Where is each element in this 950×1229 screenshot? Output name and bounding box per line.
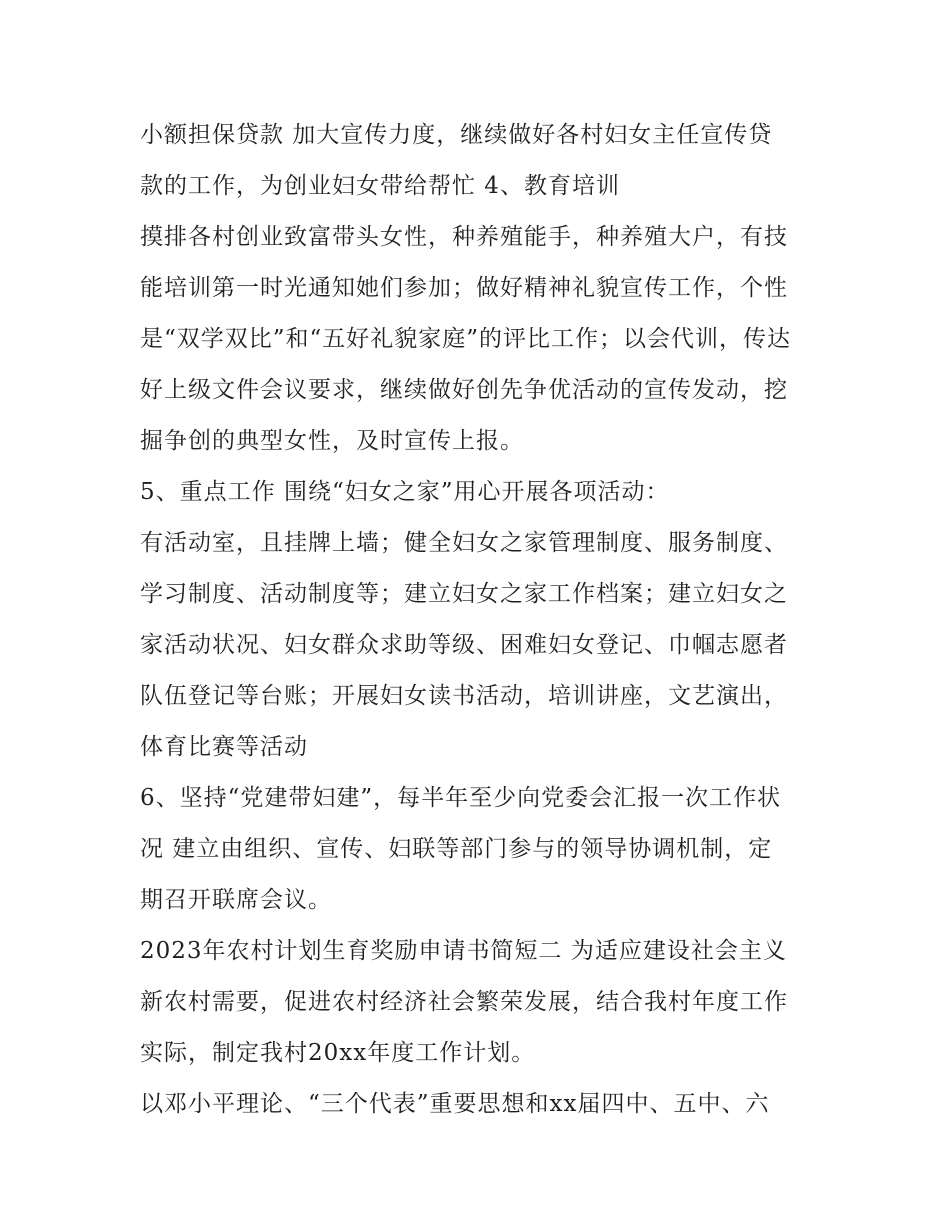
text-line: 家活动状况、妇女群众求助等级、困难妇女登记、巾帼志愿者 — [140, 632, 788, 658]
text-line: 新农村需要，促进农村经济社会繁荣发展，结合我村年度工作 — [140, 989, 788, 1015]
text-line: 2023年农村计划生育奖励申请书简短二 为适应建设社会主义 — [140, 938, 787, 964]
text-line: 期召开联席会议。 — [140, 887, 332, 913]
text-line: 6、坚持“党建带妇建”，每半年至少向党委会汇报一次工作状 — [140, 785, 782, 811]
text-line: 掘争创的典型女性，及时宣传上报。 — [140, 428, 524, 454]
text-line: 况 建立由组织、宣传、妇联等部门参与的领导协调机制，定 — [140, 836, 773, 862]
text-line: 好上级文件会议要求，继续做好创先争优活动的宣传发动，挖 — [140, 377, 788, 403]
text-line: 队伍登记等台账；开展妇女读书活动，培训讲座，文艺演出， — [140, 683, 788, 709]
text-line: 能培训第一时光通知她们参加；做好精神礼貌宣传工作，个性 — [140, 275, 788, 301]
text-line: 有活动室，且挂牌上墙；健全妇女之家管理制度、服务制度、 — [140, 530, 788, 556]
text-line: 以邓小平理论、“三个代表”重要思想和xx届四中、五中、六 — [140, 1091, 770, 1117]
text-line: 体育比赛等活动 — [140, 734, 308, 760]
document-body — [140, 110, 820, 1130]
text-line: 实际，制定我村20xx年度工作计划。 — [140, 1040, 536, 1066]
text-line: 学习制度、活动制度等；建立妇女之家工作档案；建立妇女之 — [140, 581, 788, 607]
text-line: 是“双学双比”和“五好礼貌家庭”的评比工作；以会代训，传达 — [140, 326, 792, 352]
text-line: 款的工作，为创业妇女带给帮忙 4、教育培训 — [140, 173, 620, 199]
text-line: 小额担保贷款 加大宣传力度，继续做好各村妇女主任宣传贷 — [140, 122, 773, 148]
text-line: 摸排各村创业致富带头女性，种养殖能手，种养殖大户，有技 — [140, 224, 788, 250]
text-line: 5、重点工作 围绕“妇女之家”用心开展各项活动： — [140, 479, 670, 505]
